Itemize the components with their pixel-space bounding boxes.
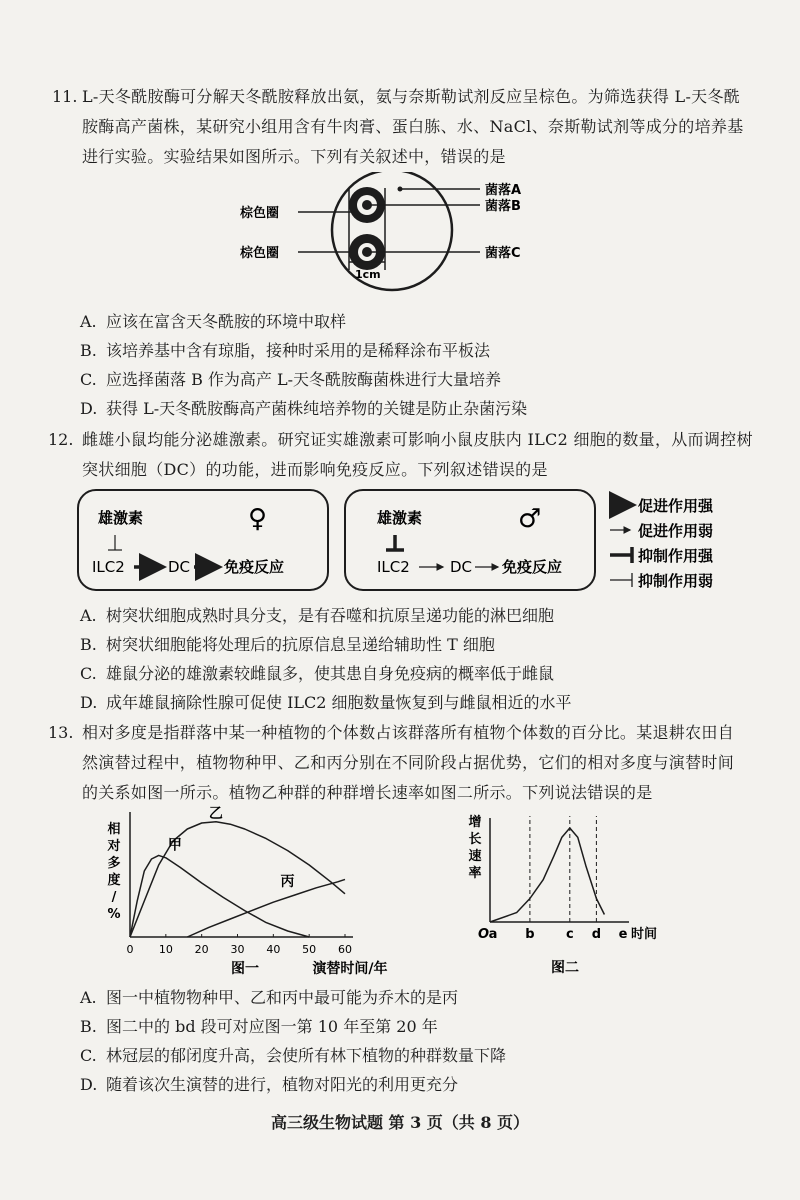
q13-line-3: 的关系如图一所示。植物乙种群的种群增长速率如图二所示。下列说法错误的是 [82,783,653,802]
q13-option-c [80,1042,506,1070]
x-tick-label: 40 [266,943,281,956]
q11-line-2: 胺酶高产菌株，某研究小组用含有牛肉膏、蛋白胨、水、NaCl、奈斯勒试剂等成分的培养基 [82,117,744,136]
y-axis-label-char: 长 [468,832,482,847]
growth-rate-curve [490,828,604,922]
option-letter: D. [80,1075,98,1094]
option-text: 成年雄鼠摘除性腺可促使 ILC2 细胞数量恢复到与雌鼠相近的水平 [106,693,572,712]
series-label-bing: 丙 [280,873,295,890]
x-point-label-c: c [565,927,574,942]
series-line-1 [130,822,345,937]
y-axis-label-char: 增 [468,815,482,830]
x-tick-label: 30 [230,943,245,956]
female-hormone: 雄激素 [98,509,144,527]
y-axis-label-char: % [107,907,121,922]
option-letter: C. [80,370,97,389]
legend-inhibit-strong: 抑制作用强 [638,547,714,565]
label-colony-b: 菌落B [485,199,521,214]
q12-option-c [80,660,554,688]
page-footer: 高三级生物试题 第 3 页（共 8 页） [270,1113,530,1132]
chart-title: 图二 [551,960,579,976]
q11-petri-figure [230,172,550,292]
option-letter: D. [80,693,98,712]
male-dc: DC [450,558,473,576]
x-point-label-e: e [618,927,628,942]
q12-line-1: 雌雄小鼠均能分泌雄激素。研究证实雄激素可影响小鼠皮肤内 ILC2 细胞的数量，从而调控树 [82,430,753,449]
option-text: 树突状细胞能将处理后的抗原信息呈递给辅助性 T 细胞 [106,635,495,654]
q11-option-b [80,337,490,365]
option-letter: A. [80,606,97,625]
figure-1-chart [90,805,420,980]
option-letter: B. [80,635,97,654]
x-point-label-b: b [525,927,535,942]
q13-option-b [80,1013,438,1041]
female-dc: DC [168,558,191,576]
q11-line-3: 进行实验。实验结果如图所示。下列有关叙述中，错误的是 [82,147,506,166]
female-response: 免疫反应 [224,558,285,576]
option-text: 应选择菌落 B 作为高产 L-天冬酰胺酶菌株进行大量培养 [106,370,502,389]
option-text: 雄鼠分泌的雄激素较雌鼠多，使其患自身免疫病的概率低于雌鼠 [106,664,555,683]
y-axis-label-char: 度 [107,873,121,888]
q11-option-a [80,308,346,336]
x-tick-label: 60 [338,943,352,956]
origin-label: O [478,927,490,942]
label-colony-a: 菌落A [485,183,522,198]
female-symbol: ♀ [248,504,268,534]
legend-promote-strong: 促进作用强 [638,497,714,515]
q11-line-1: L-天冬酰胺酶可分解天冬酰胺释放出氨，氨与奈斯勒试剂反应呈棕色。为筛选获得 L-天冬酰 [82,87,741,106]
legend-promote-weak: 促进作用弱 [638,522,714,540]
male-ilc2: ILC2 [377,558,410,576]
male-symbol: ♂ [518,504,542,534]
y-axis-label-char: 相 [107,822,121,837]
x-tick-label: 0 [126,943,134,956]
option-text: 树突状细胞成熟时具分支，是有吞噬和抗原呈递功能的淋巴细胞 [106,606,555,625]
series-label-yi: 乙 [208,805,223,822]
y-axis-label-char: 多 [107,856,121,871]
option-text: 林冠层的郁闭度升高，会使所有林下植物的种群数量下降 [106,1046,507,1065]
scale-label: 1cm [355,268,381,281]
option-letter: C. [80,664,97,683]
option-letter: C. [80,1046,97,1065]
series-label-jia: 甲 [167,837,182,854]
male-response: 免疫反应 [502,558,563,576]
option-text: 随着该次生演替的进行，植物对阳光的利用更充分 [106,1075,459,1094]
legend-inhibit-weak: 抑制作用弱 [638,572,714,590]
y-axis-label-char: 对 [107,839,121,854]
q12-option-d [80,689,572,717]
q11-option-c [80,366,501,394]
chart-title: 图一 [231,961,259,977]
q12-line-2: 突状细胞（DC）的功能，进而影响免疫反应。下列叙述错误的是 [82,460,548,479]
x-tick-label: 20 [194,943,209,956]
y-axis-label-char: 率 [468,866,482,881]
q12-option-a [80,602,554,630]
q12-diagram [70,485,750,595]
label-brown-ring-2: 棕色圈 [240,246,280,261]
x-point-label-a: a [488,927,498,942]
option-letter: B. [80,1017,97,1036]
option-letter: A. [80,312,97,331]
option-text: 该培养基中含有琼脂，接种时采用的是稀释涂布平板法 [106,341,491,360]
option-letter: A. [80,988,97,1007]
y-axis-label-char: / [111,890,117,905]
x-tick-label: 50 [302,943,317,956]
label-colony-c: 菌落C [485,246,521,261]
q13-number: 13. [48,723,74,742]
option-text: 图二中的 bd 段可对应图一第 10 年至第 20 年 [106,1017,438,1036]
y-axis-label-char: 速 [468,849,482,864]
series-line-2 [187,879,345,937]
male-hormone: 雄激素 [377,509,423,527]
x-axis-label: 时间 [631,927,658,942]
q12-option-b [80,631,495,659]
option-text: 应该在富含天冬酰胺的环境中取样 [106,312,347,331]
option-letter: D. [80,399,98,418]
q13-option-d [80,1071,458,1099]
figure-2-chart [455,810,685,980]
x-point-label-d: d [591,927,602,942]
q12-number: 12. [48,430,74,449]
x-tick-label: 10 [158,943,173,956]
q11-option-d [80,395,527,423]
option-letter: B. [80,341,97,360]
q11-number: 11. [52,87,78,106]
option-text: 图一中植物物种甲、乙和丙中最可能为乔木的是丙 [106,988,459,1007]
label-brown-ring-1: 棕色圈 [240,206,280,221]
option-text: 获得 L-天冬酰胺酶高产菌株纯培养物的关键是防止杂菌污染 [106,399,528,418]
female-ilc2: ILC2 [92,558,125,576]
x-axis-label: 演替时间/年 [312,961,388,977]
q13-line-2: 然演替过程中，植物物种甲、乙和丙分别在不同阶段占据优势，它们的相对多度与演替时间 [82,753,735,772]
q13-option-a [80,984,458,1012]
q13-line-1: 相对多度是指群落中某一种植物的个体数占该群落所有植物个体数的百分比。某退耕农田自 [82,723,735,742]
